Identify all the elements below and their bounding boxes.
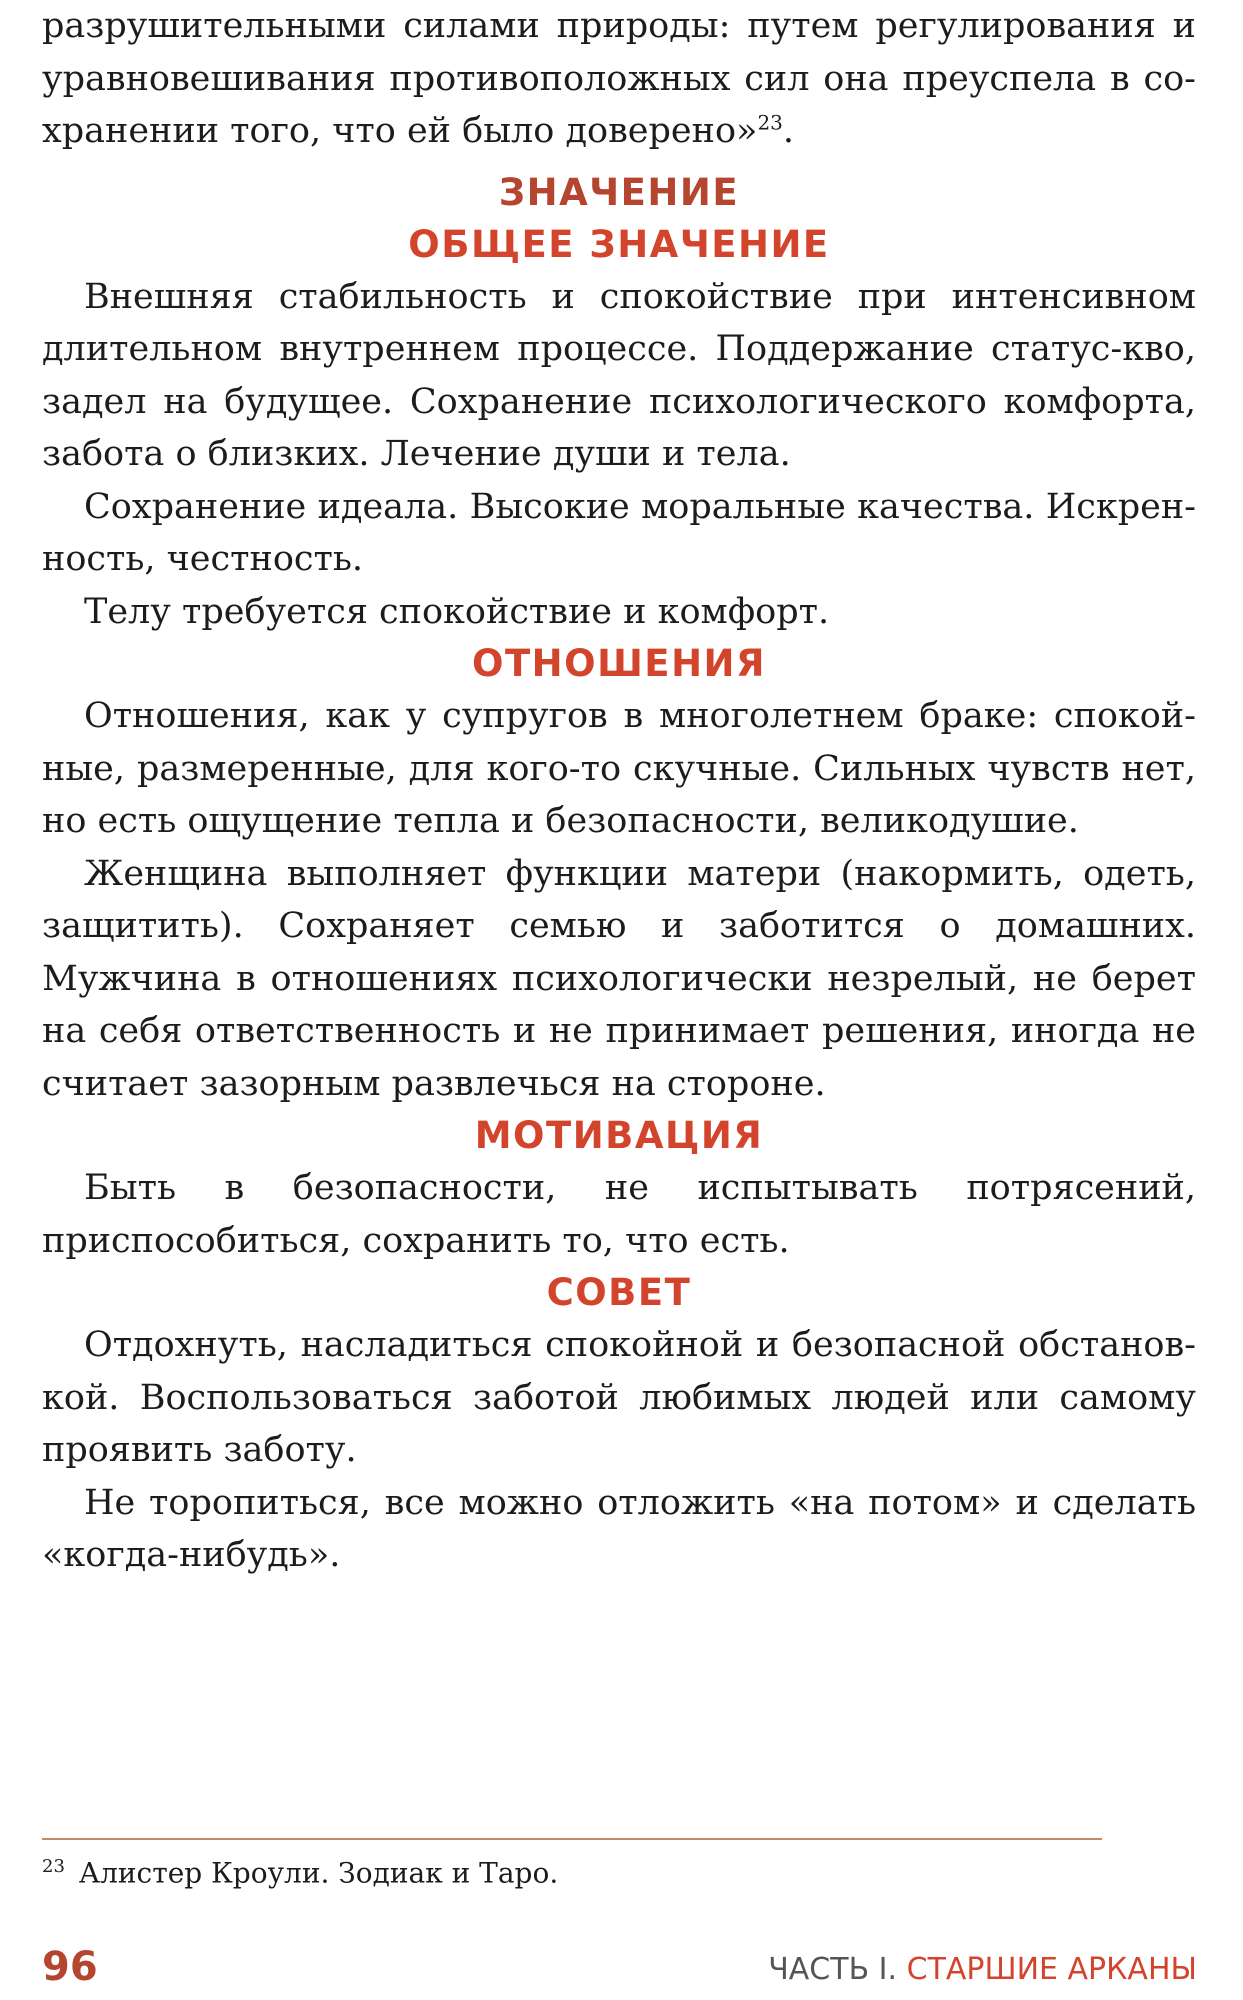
page-number: 96 xyxy=(42,1944,98,1990)
page-body xyxy=(42,0,1196,1582)
paragraph: Отдохнуть, насладиться спокойной и безопасной обстановкой. Воспользоваться заботой любимых людей или самому проявить заботу. xyxy=(42,1325,1196,1470)
heading-motivation: МОТИВАЦИЯ xyxy=(474,1114,764,1157)
paragraph: Не торопиться, все можно отложить «на потом» и сделать «когда-нибудь». xyxy=(42,1482,1196,1575)
paragraph: Женщина выполняет функции матери (накормить, одеть, защитить). Сохраняет семью и заботится о домашних. Мужчина в отношениях психологически незрелый, не берет на себя ответственность и не принимает решения, иногда не считает зазорным развлечься на стороне. xyxy=(42,853,1196,1104)
paragraph: Телу требуется спокойствие и комфорт. xyxy=(84,591,830,632)
heading-general-meaning: ОБЩЕЕ ЗНАЧЕНИЕ xyxy=(408,222,830,266)
running-footer-chapter: СТАРШИЕ АРКАНЫ xyxy=(906,1952,1197,1987)
heading-relationships: ОТНОШЕНИЯ xyxy=(471,642,767,685)
running-footer-part: ЧАСТЬ I. xyxy=(768,1952,898,1987)
footnote xyxy=(42,1846,558,1894)
footnote-reference[interactable]: 23 xyxy=(757,110,783,135)
heading-advice: СОВЕТ xyxy=(546,1271,692,1314)
section-title: ЗНАЧЕНИЕ xyxy=(498,170,740,214)
footnote-divider xyxy=(42,1838,1102,1840)
intro-paragraph xyxy=(42,0,1196,158)
intro-trail: . xyxy=(782,111,795,151)
running-footer xyxy=(768,1952,1197,1987)
paragraph: Быть в безопасности, не испытывать потрясений, приспособиться, сохранить то, что есть. xyxy=(42,1168,1196,1261)
paragraph: Внешняя стабильность и спокойствие при интенсивном длительном внутреннем процессе. Поддержание статус-кво, задел на будущее. Сохранение психологического комфорта, забота о близких. Лечение души и тела. xyxy=(42,276,1196,474)
footnote-number: 23 xyxy=(42,1856,65,1877)
paragraph: Отношения, как у супругов в многолетнем браке: спокойные, размеренные, для кого-то скучные. Сильных чувств нет, но есть ощущение тепла и безопасности, великодушие. xyxy=(42,696,1196,841)
paragraph: Сохранение идеала. Высокие моральные качества. Искренность, честность. xyxy=(42,486,1196,579)
footnote-text: Алистер Кроули. Зодиак и Таро. xyxy=(78,1856,559,1890)
intro-text: разрушительными силами природы: путем регулирования и уравновешивания противоположных сил она преуспела в сохранении того, что ей было доверено» xyxy=(42,6,1196,151)
